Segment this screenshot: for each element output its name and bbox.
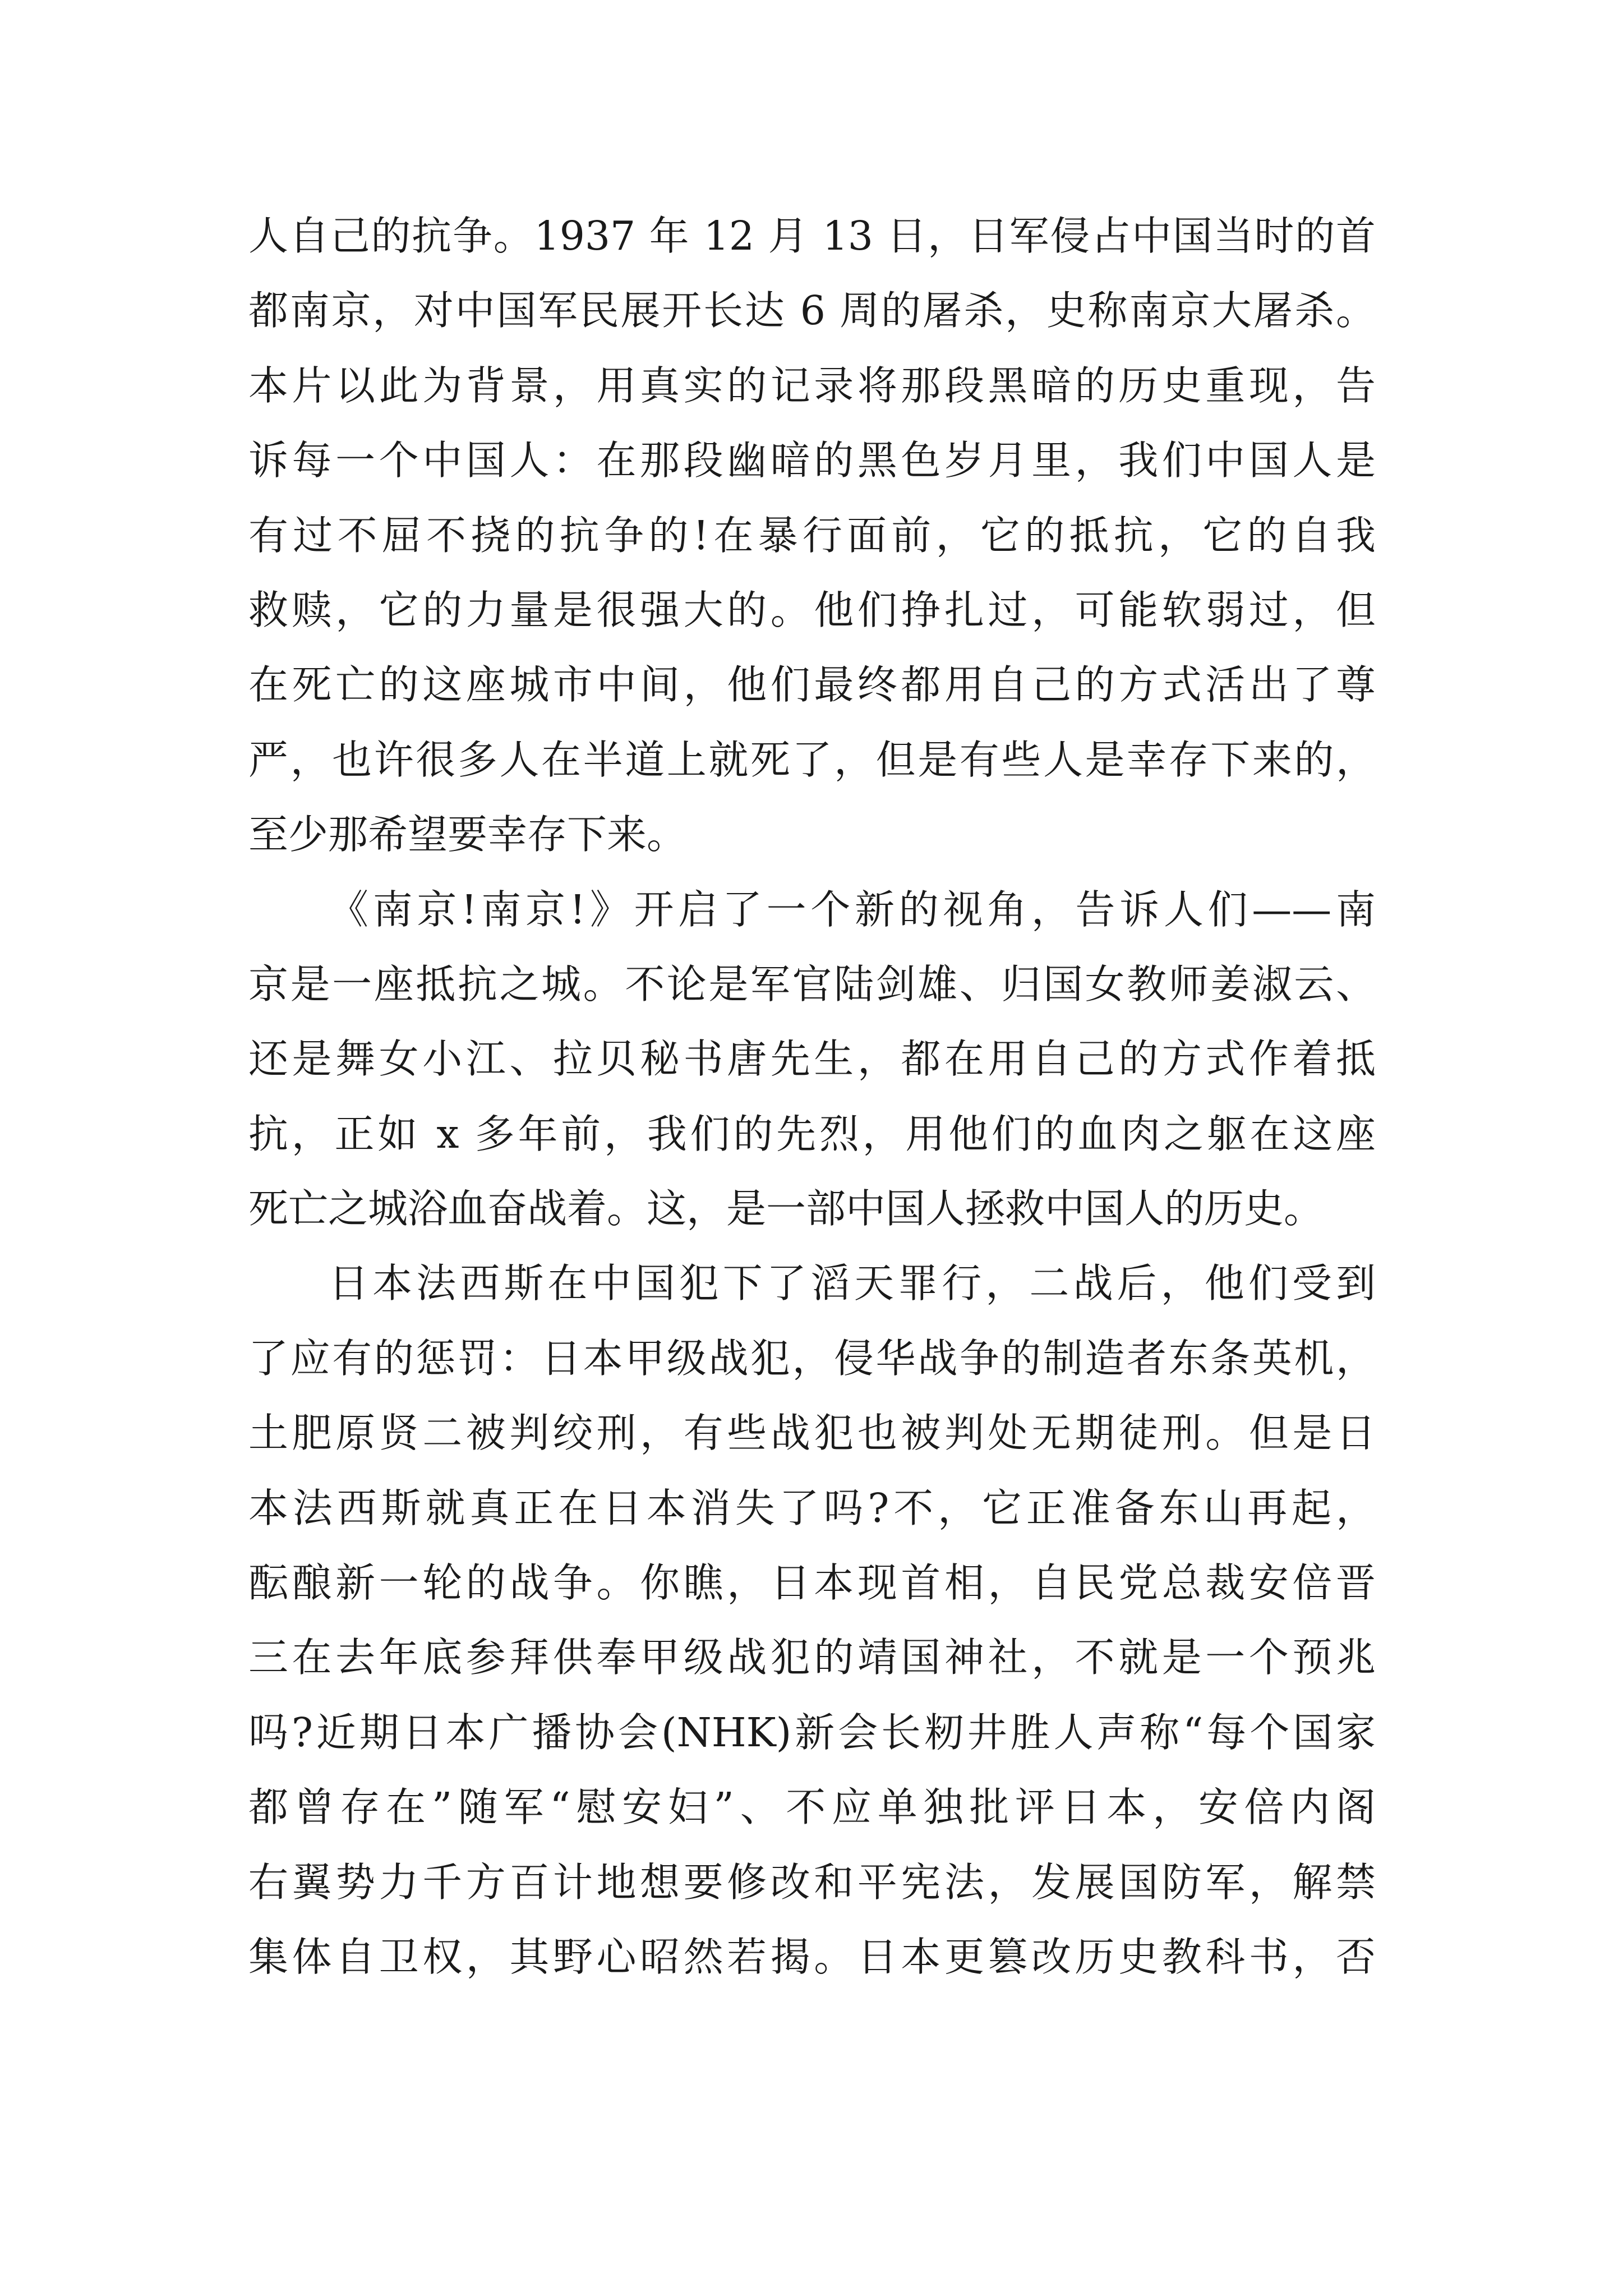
text-line: 死亡之城浴血奋战着。这，是一部中国人拯救中国人的历史。: [248, 1185, 1324, 1232]
text-line: 集体自卫权，其野心昭然若揭。日本更篡改历史教科书，否: [248, 1933, 1376, 1980]
text-line: 京是一座抵抗之城。不论是军官陆剑雄、归国女教师姜淑云、: [248, 960, 1376, 1007]
text-line: 救赎，它的力量是很强大的。他们挣扎过，可能软弱过，但: [248, 586, 1376, 633]
text-line-paragraph-start: 《南京!南京!》开启了一个新的视角，告诉人们——南: [329, 886, 1376, 933]
text-line: 至少那希望要幸存下来。: [248, 811, 687, 858]
body-text: [248, 199, 1376, 1994]
text-line: 三在去年底参拜供奉甲级战犯的靖国神社，不就是一个预兆: [248, 1634, 1376, 1681]
text-line: 右翼势力千方百计地想要修改和平宪法，发展国防军，解禁: [248, 1858, 1376, 1906]
text-line: 了应有的惩罚：日本甲级战犯，侵华战争的制造者东条英机，: [248, 1335, 1376, 1382]
text-line: 吗?近期日本广播协会(NHK)新会长籾井胜人声称“每个国家: [248, 1709, 1376, 1756]
text-line: 还是舞女小江、拉贝秘书唐先生，都在用自己的方式作着抵: [248, 1036, 1376, 1083]
text-line: 本法西斯就真正在日本消失了吗?不，它正准备东山再起，: [248, 1484, 1376, 1531]
text-line: 在死亡的这座城市中间，他们最终都用自己的方式活出了尊: [248, 661, 1376, 708]
text-line: 土肥原贤二被判绞刑，有些战犯也被判处无期徒刑。但是日: [248, 1410, 1376, 1457]
text-line: 都曾存在”随军“慰安妇”、不应单独批评日本，安倍内阁: [248, 1784, 1376, 1831]
text-line: 有过不屈不挠的抗争的!在暴行面前，它的抵抗，它的自我: [248, 512, 1376, 559]
text-line: 诉每一个中国人：在那段幽暗的黑色岁月里，我们中国人是: [248, 437, 1376, 484]
text-line-paragraph-start: 日本法西斯在中国犯下了滔天罪行，二战后，他们受到: [329, 1260, 1376, 1307]
text-line: 人自己的抗争。1937 年 12 月 13 日，日军侵占中国当时的首: [248, 213, 1376, 259]
text-line: 本片以此为背景，用真实的记录将那段黑暗的历史重现，告: [248, 362, 1376, 409]
text-line: 严，也许很多人在半道上就死了，但是有些人是幸存下来的，: [248, 736, 1376, 783]
text-line: 都南京，对中国军民展开长达 6 周的屠杀，史称南京大屠杀。: [248, 287, 1376, 334]
text-line: 抗，正如 x 多年前，我们的先烈，用他们的血肉之躯在这座: [248, 1110, 1376, 1157]
text-line: 酝酿新一轮的战争。你瞧，日本现首相，自民党总裁安倍晋: [248, 1559, 1376, 1607]
